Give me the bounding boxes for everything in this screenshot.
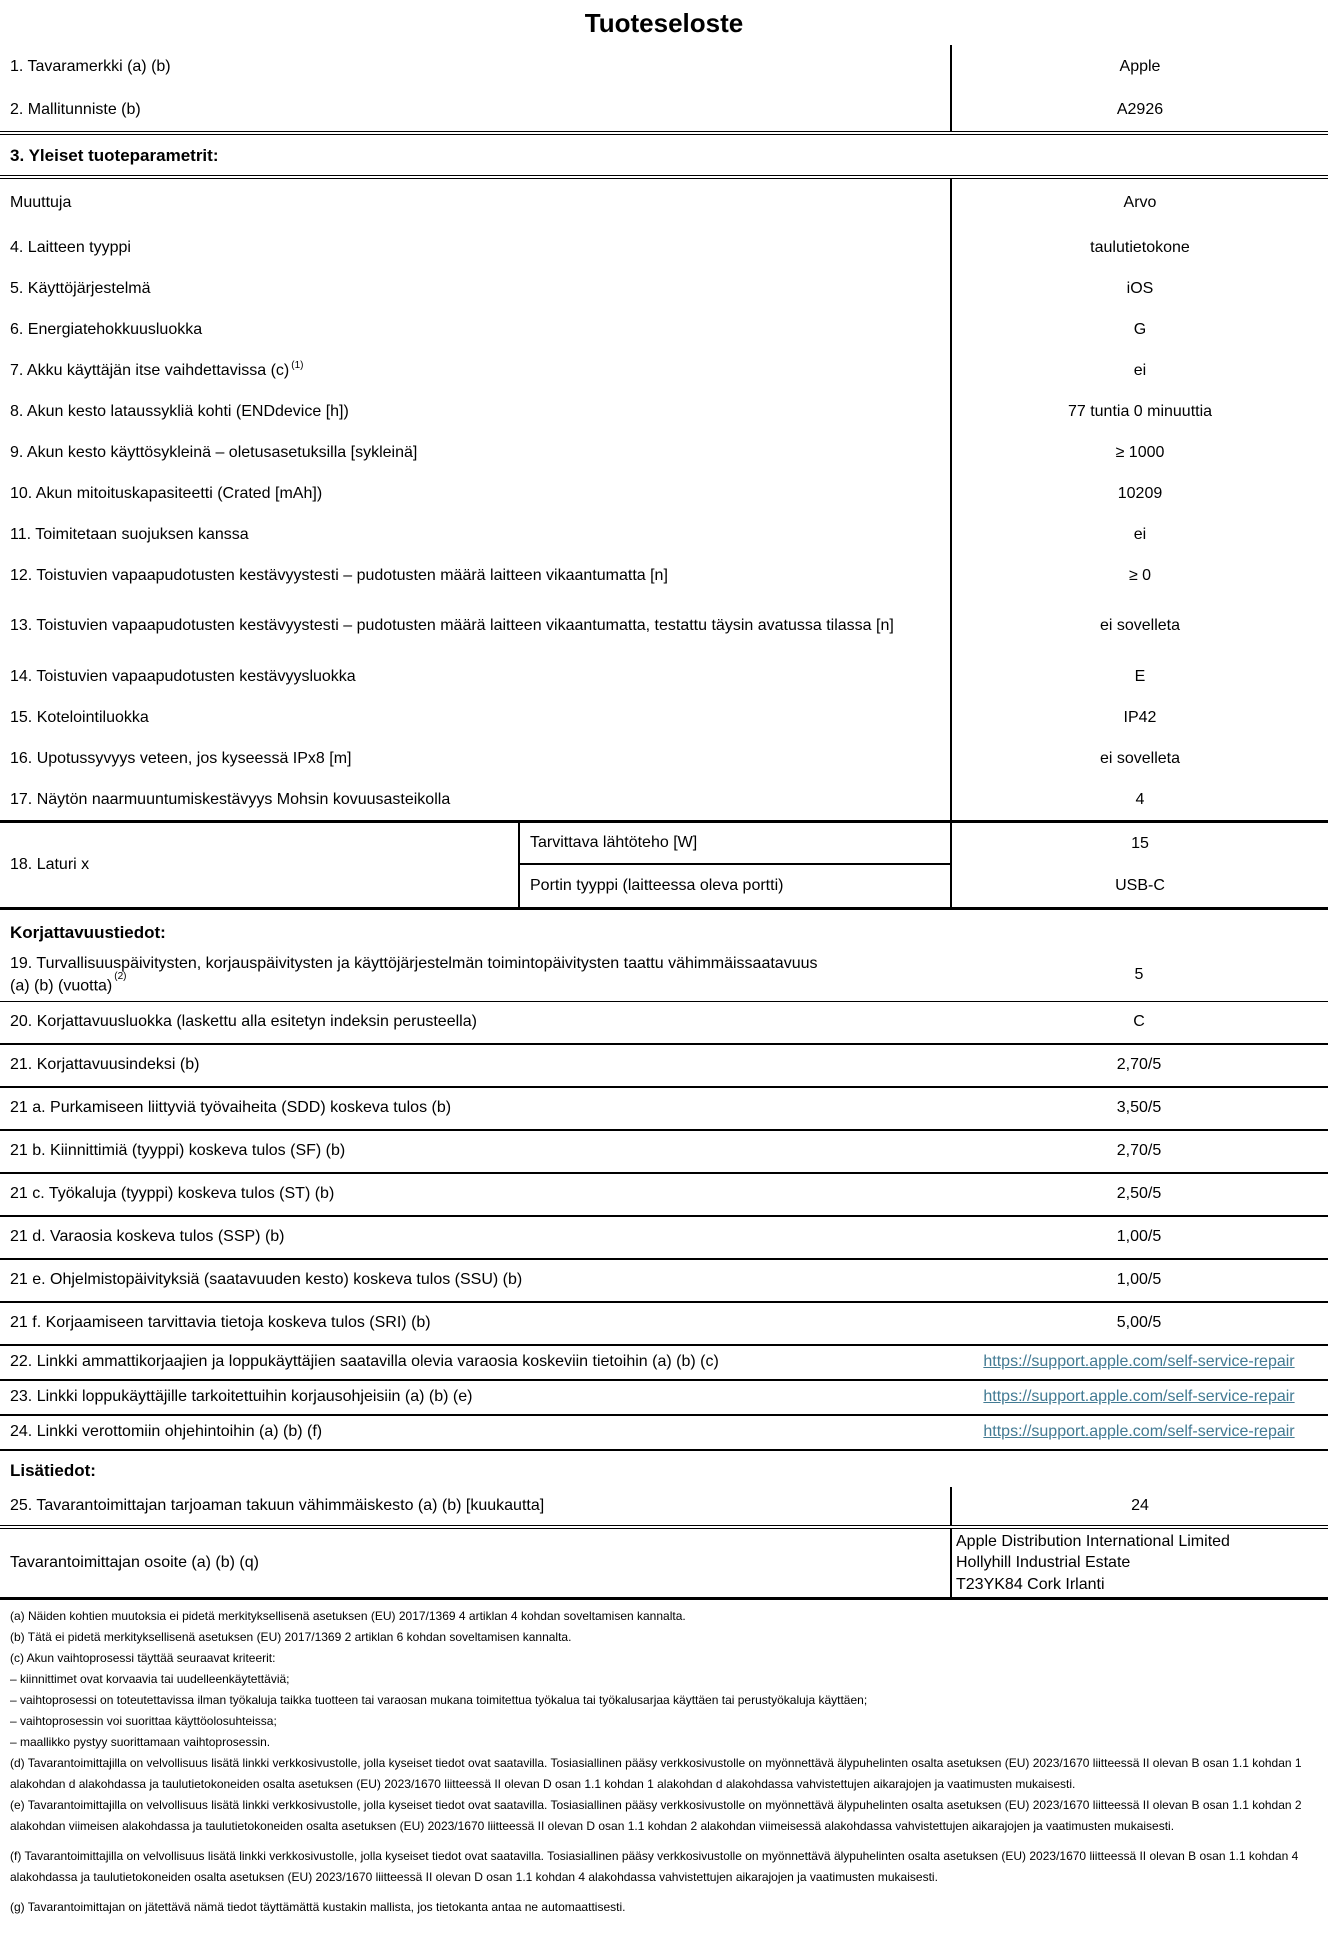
row-value: 3,50/5 (1116, 1099, 1162, 1117)
footnote: (b) Tätä ei pidetä merkityksellisenä asetuksen (EU) 2017/1369 2 artiklan 6 kohdan soveltamisen kannalta. (10, 1630, 572, 1645)
charger-port-label: Portin tyyppi (laitteessa oleva portti) (530, 877, 784, 894)
row-label: 23. Linkki loppukäyttäjille tarkoitettuihin korjausohjeisiin (a) (b) (e) (10, 1388, 473, 1406)
row-value: IP42 (950, 697, 1328, 738)
row-takuun-kesto (0, 1487, 1328, 1529)
row-linkki-korjausohjeet (0, 1381, 1328, 1416)
row-mallitunniste (0, 88, 1328, 131)
additional-info-table (0, 1487, 1328, 1601)
row-label-line2: (a) (b) (vuotta)$^{(2)}$ (10, 970, 127, 994)
support-repair-link[interactable]: https://support.apple.com/self-service-repair (983, 1423, 1295, 1441)
footnote: (c) Akun vaihtoprosessi täyttää seuraavat kriteerit: (10, 1651, 276, 1666)
footnotes (0, 1600, 1328, 1918)
footnote-ref-2: (2) (114, 970, 127, 982)
row-value: 5 (1134, 965, 1144, 983)
row-laturi (0, 820, 1328, 910)
row-pudotustesti-avattuna (0, 596, 1328, 656)
row-pudotustesti (0, 555, 1328, 596)
row-value: ≥ 1000 (950, 432, 1328, 473)
row-akun-kesto-kayttosykleina (0, 432, 1328, 473)
footnote-ref-1: (1) (291, 359, 304, 371)
row-value (950, 1416, 1328, 1449)
row-akun-mitoituskapasiteetti (0, 473, 1328, 514)
page-title: Tuoteseloste (584, 8, 744, 38)
row-label-text: 7. Akku käyttäjän itse vaihdettavissa (c) (10, 361, 290, 379)
row-value: 2,70/5 (1116, 1142, 1162, 1160)
row-tulos-ssp (0, 1217, 1328, 1260)
row-label: 20. Korjattavuusluokka (laskettu alla esitetyn indeksin perusteella) (10, 1013, 477, 1031)
row-label: 22. Linkki ammattikorjaajien ja loppukäyttäjien saatavilla olevia varaosia koskeviin tietoihin (a) (b) (c) (10, 1353, 719, 1371)
row-value: ei (950, 350, 1328, 391)
row-label: 4. Laitteen tyyppi (10, 238, 131, 256)
row-value: ≥ 0 (950, 555, 1328, 596)
row-label: 21 f. Korjaamiseen tarvittavia tietoja koskeva tulos (SRI) (b) (10, 1314, 431, 1332)
row-value: iOS (950, 268, 1328, 309)
row-label: 16. Upotussyvyys veteen, jos kyseessä IPx8 [m] (10, 749, 352, 767)
row-label: 17. Näytön naarmuuntumiskestävyys Mohsin kovuusasteikolla (10, 790, 451, 808)
charger-output-value: 15 (1131, 835, 1149, 852)
row-tulos-sdd (0, 1088, 1328, 1131)
row-naarmuuntumiskestavyys (0, 779, 1328, 820)
row-laitteen-tyyppi (0, 227, 1328, 268)
general-parameters-table (0, 179, 1328, 910)
row-value (950, 1381, 1328, 1414)
footnote: (f) Tavarantoimittajilla on velvollisuus lisätä linkki verkkosivustolle, jolla kyseiset tiedot ovat saatavilla. Tosiasiallinen pääsy verkkosivustolle on myönnettävä älypuhelinten osalta asetuksen (EU) 2023/1670 liitteessä II olevan B osan 1.1 kohdan 4 alakohdassa ja taulutietokoneiden osalta asetuksen (EU) 2023/1670 liitteessä II olevan D osan 1.1 kohdan 4 alakohdassa vahvistettujen aikarajojen ja vaatimusten mukaisesti. (10, 1849, 1299, 1885)
row-label (0, 350, 950, 391)
row-upotussyvyys (0, 738, 1328, 779)
address-line: Apple Distribution International Limited (956, 1532, 1230, 1550)
row-value: 10209 (950, 473, 1328, 514)
row-label: 21 d. Varaosia koskeva tulos (SSP) (b) (10, 1228, 285, 1246)
row-tulos-sri (0, 1303, 1328, 1346)
row-value: 5,00/5 (1116, 1314, 1162, 1332)
row-toimitetaan-suojuksen-kanssa (0, 514, 1328, 555)
row-label: 15. Kotelointiluokka (10, 708, 149, 726)
charger-sub-labels (518, 823, 950, 907)
row-tulos-sf (0, 1131, 1328, 1174)
row-value: E (950, 656, 1328, 697)
row-label: 11. Toimitetaan suojuksen kanssa (10, 525, 249, 543)
row-label: 14. Toistuvien vapaapudotusten kestävyysluokka (10, 667, 356, 685)
row-label: 10. Akun mitoituskapasiteetti (Crated [mAh]) (10, 484, 323, 502)
row-value: ei sovelleta (950, 596, 1328, 656)
footnote: (a) Näiden kohtien muutoksia ei pidetä merkityksellisenä asetuksen (EU) 2017/1369 4 artiklan 4 kohdan soveltamisen kannalta. (10, 1609, 686, 1624)
footnote: – kiinnittimet ovat korvaavia tai uudelleenkäytettäviä; (10, 1672, 290, 1687)
row-paivitysten-saatavuus (0, 949, 1328, 1002)
row-label: 24. Linkki verottomiin ohjehintoihin (a) (b) (f) (10, 1423, 323, 1441)
row-linkki-ohjehinnat (0, 1416, 1328, 1451)
row-label: 21. Korjattavuusindeksi (b) (10, 1056, 200, 1074)
support-repair-link[interactable]: https://support.apple.com/self-service-repair (983, 1388, 1295, 1406)
row-value: 1,00/5 (1116, 1271, 1162, 1289)
support-repair-link[interactable]: https://support.apple.com/self-service-repair (983, 1353, 1295, 1371)
row-tavaramerkki (0, 45, 1328, 88)
footnote: (d) Tavarantoimittajilla on velvollisuus lisätä linkki verkkosivustolle, jolla kyseiset tiedot ovat saatavilla. Tosiasiallinen pääsy verkkosivustolle on myönnettävä älypuhelinten osalta asetuksen (EU) 2023/1670 liitteessä II olevan B osan 1.1 kohdan 1 alakohdan d alakohdassa ja taulutietokoneiden osalta asetuksen (EU) 2023/1670 liitteessä II olevan D osan 1.1 kohdan 1 alakohdan d alakohdassa vahvistettujen aikarajojen ja vaatimusten mukaisesti. (10, 1756, 1302, 1792)
row-value: C (1133, 1013, 1145, 1031)
row-value: ei sovelleta (950, 738, 1328, 779)
footnote: (g) Tavarantoimittajan on jätettävä nämä tiedot täyttämättä kustakin mallista, jos tietokanta antaa ne automaattisesti. (10, 1900, 626, 1915)
row-value: ei (950, 514, 1328, 555)
column-header-arvo: Arvo (950, 179, 1328, 227)
repairability-table (0, 949, 1328, 1451)
row-label: 13. Toistuvien vapaapudotusten kestävyystesti – pudotusten määrä laitteen vikaantumatta, testattu täysin avatussa tilassa [n] (10, 617, 894, 635)
row-value: 24 (950, 1487, 1328, 1525)
row-label: 21 b. Kiinnittimiä (tyyppi) koskeva tulos (SF) (b) (10, 1142, 346, 1160)
row-tulos-st (0, 1174, 1328, 1217)
row-energiatehokkuusluokka (0, 309, 1328, 350)
row-value: A2926 (950, 88, 1328, 131)
row-label: 18. Laturi x (10, 856, 90, 873)
supplier-address (950, 1529, 1328, 1598)
section-heading-korjattavuustiedot: Korjattavuustiedot: (10, 923, 166, 942)
row-label: 2. Mallitunniste (b) (10, 100, 141, 118)
row-label: 21 c. Työkaluja (tyyppi) koskeva tulos (ST) (b) (10, 1185, 335, 1203)
row-value: 77 tuntia 0 minuuttia (950, 391, 1328, 432)
row-value: 2,70/5 (1116, 1056, 1162, 1074)
row-linkki-varaosat (0, 1346, 1328, 1381)
footnote: – vaihtoprosessi on toteutettavissa ilman työkaluja taikka tuotteen tai varaosan mukana toimitettua työkalua tai työkalusarjaa käyttäen tai perustyökaluja käyttäen; (10, 1693, 868, 1708)
row-pudotus-kestavyysluokka (0, 656, 1328, 697)
row-korjattavuusluokka (0, 1002, 1328, 1045)
row-label: Tavarantoimittajan osoite (a) (b) (q) (10, 1554, 259, 1572)
row-tulos-ssu (0, 1260, 1328, 1303)
charger-port-value: USB-C (1115, 877, 1165, 894)
row-korjattavuusindeksi (0, 1045, 1328, 1088)
row-akku-vaihdettavissa (0, 350, 1328, 391)
row-value: 4 (950, 779, 1328, 820)
table-header-row (0, 179, 1328, 227)
row-label (0, 949, 950, 1001)
row-value: 1,00/5 (1116, 1228, 1162, 1246)
charger-sub-values (950, 823, 1328, 907)
row-label: 1. Tavaramerkki (a) (b) (10, 57, 171, 75)
row-value: 2,50/5 (1116, 1185, 1162, 1203)
row-label: 12. Toistuvien vapaapudotusten kestävyystesti – pudotusten määrä laitteen vikaantumatta [n] (10, 566, 668, 584)
row-value: G (950, 309, 1328, 350)
product-id-table (0, 45, 1328, 135)
section-heading-yleiset-tuoteparametrit: 3. Yleiset tuoteparametrit: (0, 135, 1328, 179)
row-value (950, 1346, 1328, 1379)
row-label: 5. Käyttöjärjestelmä (10, 279, 151, 297)
row-label-line1: 19. Turvallisuuspäivitysten, korjauspäivitysten ja käyttöjärjestelmän toimintopäivitysten taattu vähimmäissaatavuus (10, 955, 818, 972)
address-line: Hollyhill Industrial Estate (956, 1554, 1131, 1572)
address-line: T23YK84 Cork Irlanti (956, 1575, 1105, 1593)
footnote: – vaihtoprosessin voi suorittaa käyttöolosuhteissa; (10, 1714, 277, 1729)
footnote: (e) Tavarantoimittajilla on velvollisuus lisätä linkki verkkosivustolle, jolla kyseiset tiedot ovat saatavilla. Tosiasiallinen pääsy verkkosivustolle on myönnettävä älypuhelinten osalta asetuksen (EU) 2023/1670 liitteessä II olevan B osan 1.1 kohdan 2 alakohdan viimeisen alakohdassa ja taulutietokoneiden osalta asetuksen (EU) 2023/1670 liitteessä II olevan D osan 1.1 kohdan 2 alakohdan viimeisessä alakohdassa vahvistettujen aikarajojen ja vaatimusten mukaisesti. (10, 1798, 1302, 1834)
row-value: taulutietokone (950, 227, 1328, 268)
row-label: 9. Akun kesto käyttösykleinä – oletusasetuksilla [sykleinä] (10, 443, 418, 461)
footnote: – maallikko pystyy suorittamaan vaihtoprosessin. (10, 1735, 271, 1750)
charger-output-label: Tarvittava lähtöteho [W] (520, 823, 950, 865)
row-value: Apple (950, 45, 1328, 88)
row-kayttojarjestelma (0, 268, 1328, 309)
section-heading-lisatiedot: Lisätiedot: (10, 1460, 96, 1480)
row-label: 21 a. Purkamiseen liittyviä työvaiheita (SDD) koskeva tulos (b) (10, 1099, 452, 1117)
row-akun-kesto-lataussyklia (0, 391, 1328, 432)
row-label: 6. Energiatehokkuusluokka (10, 320, 203, 338)
row-toimittajan-osoite (0, 1529, 1328, 1601)
row-label: 21 e. Ohjelmistopäivityksiä (saatavuuden kesto) koskeva tulos (SSU) (b) (10, 1271, 523, 1289)
row-kotelointiluokka (0, 697, 1328, 738)
column-header-muuttuja: Muuttuja (10, 194, 72, 212)
row-label: 25. Tavarantoimittajan tarjoaman takuun vähimmäiskesto (a) (b) [kuukautta] (10, 1496, 545, 1514)
row-label: 8. Akun kesto lataussykliä kohti (ENDdevice [h]) (10, 402, 349, 420)
